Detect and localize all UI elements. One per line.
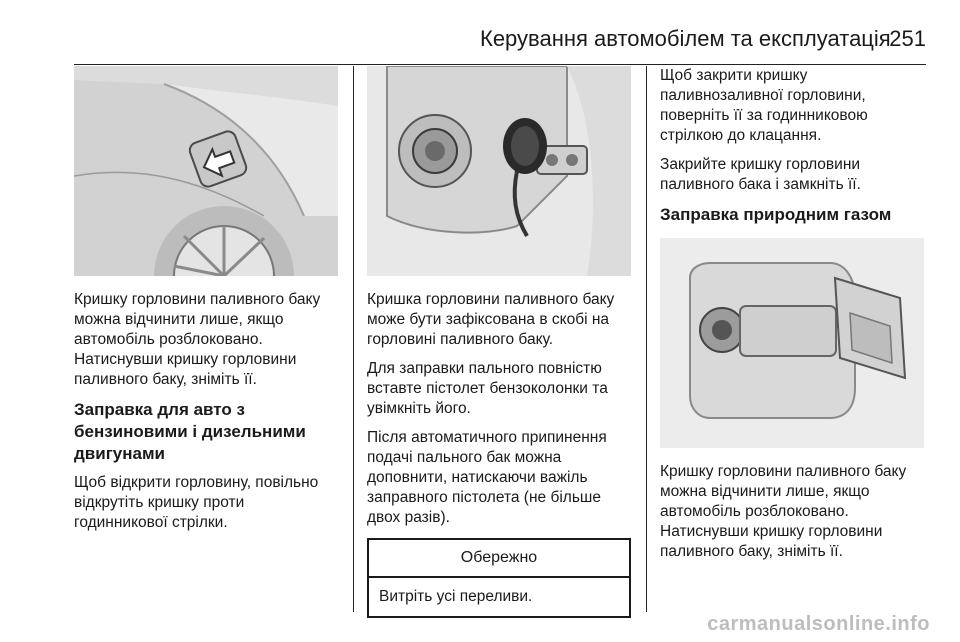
- header-rule: [74, 64, 926, 65]
- caption-text: Кришку горловини паливного баку можна відчинити лише, якщо автомобіль розблоковано. Натиснувши кришку горловини паливного баку, зніміть її.: [660, 463, 907, 560]
- page-number: 251: [889, 26, 926, 51]
- body-text: Для заправки пального повністю вставте пістолет бензоколонки та увімкніть його.: [367, 360, 608, 417]
- section-heading-petrol-diesel: Заправка для авто з бензиновими і дизельними двигунами: [74, 400, 306, 463]
- caption-text: Кришка горловини паливного баку може бути зафіксована в скобі на горловині паливного баку.: [367, 291, 615, 348]
- body-text: Після автоматичного припинення подачі пального бак можна доповнити, натискаючи важіль заправного пістолета (не більше двох разів).: [367, 429, 607, 526]
- watermark: carmanualsonline.info: [707, 613, 930, 635]
- body-text: Закрийте кришку горловини паливного бака і замкніть її.: [660, 156, 861, 193]
- warning-title: Обережно: [369, 540, 629, 578]
- page-header: [74, 18, 926, 58]
- body-text: Щоб відкрити горловину, повільно відкрутіть кришку проти годинникової стрілки.: [74, 474, 319, 531]
- warning-box: [367, 538, 631, 618]
- section-heading-natural-gas: Заправка природним газом: [660, 205, 892, 224]
- figure-gas-filler: [660, 238, 924, 448]
- caption-text: Кришку горловини паливного баку можна відчинити лише, якщо автомобіль розблоковано. Натиснувши кришку горловини паливного баку, зніміть її.: [74, 291, 321, 388]
- column-2: [367, 66, 635, 618]
- column-divider-1: [353, 66, 354, 612]
- figure-car-fuel-flap: [74, 66, 338, 276]
- column-3: [660, 66, 928, 571]
- body-text: Щоб закрити кришку паливнозаливної горловини, поверніть її за годинниковою стрілкою до клацання.: [660, 67, 868, 144]
- figure-fuel-cap-holder: [367, 66, 631, 276]
- column-1: [74, 66, 342, 542]
- warning-text: Витріть усі переливи.: [379, 588, 533, 605]
- page-title: Керування автомобілем та експлуатація: [480, 26, 891, 51]
- column-divider-2: [646, 66, 647, 612]
